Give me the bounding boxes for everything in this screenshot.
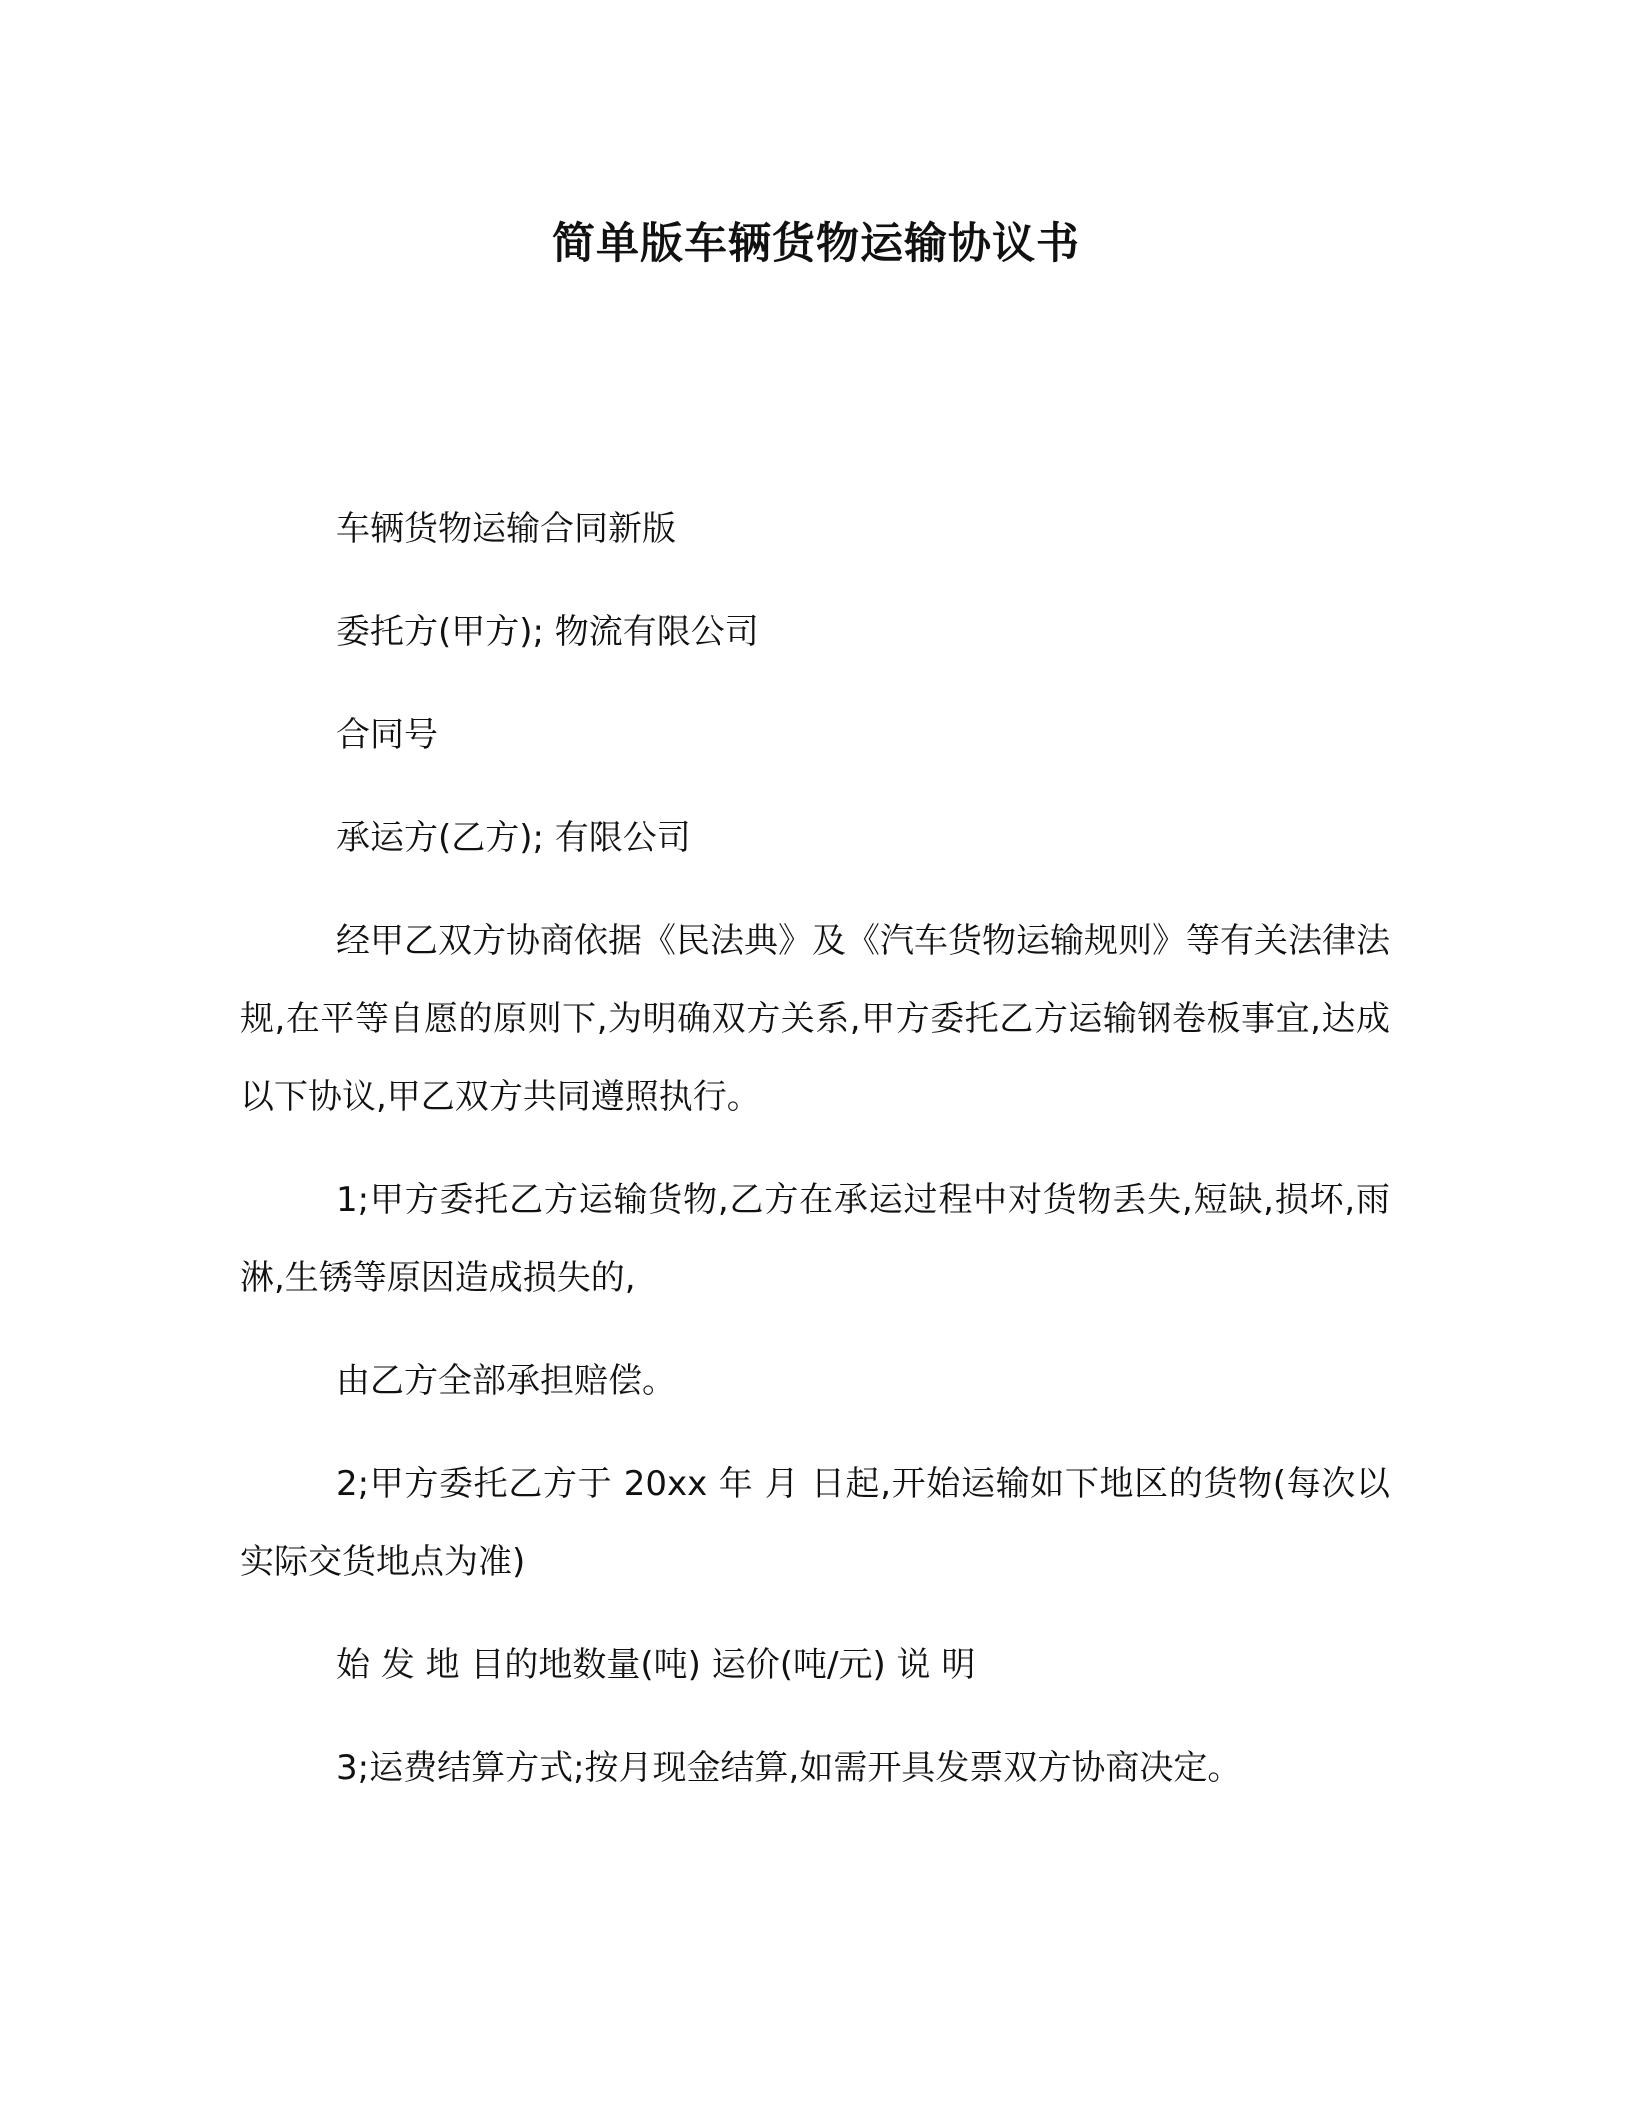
paragraph-clause-2: 2;甲方委托乙方于 20xx 年 月 日起,开始运输如下地区的货物(每次以实际交货地点为准)	[240, 1464, 1390, 1582]
paragraph-contract-version: 车辆货物运输合同新版	[336, 509, 676, 549]
paragraph-route-table-header: 始 发 地 目的地数量(吨) 运价(吨/元) 说 明	[336, 1645, 976, 1685]
paragraph-preamble: 经甲乙双方协商依据《民法典》及《汽车货物运输规则》等有关法律法规,在平等自愿的原则下,为明确双方关系,甲方委托乙方运输钢卷板事宜,达成以下协议,甲乙双方共同遵照执行。	[240, 921, 1390, 1117]
paragraph-contract-number: 合同号	[336, 715, 438, 755]
paragraph-clause-1: 1;甲方委托乙方运输货物,乙方在承运过程中对货物丢失,短缺,损坏,雨淋,生锈等原因造成损失的,	[240, 1180, 1390, 1298]
paragraph-party-a: 委托方(甲方); 物流有限公司	[336, 612, 759, 652]
document-body	[240, 490, 1390, 1832]
document-title: 简单版车辆货物运输协议书	[552, 219, 1080, 269]
paragraph-party-b: 承运方(乙方); 有限公司	[336, 818, 691, 858]
paragraph-clause-1-continued: 由乙方全部承担赔偿。	[336, 1361, 676, 1401]
paragraph-clause-3: 3;运费结算方式;按月现金结算,如需开具发票双方协商决定。	[336, 1748, 1242, 1788]
